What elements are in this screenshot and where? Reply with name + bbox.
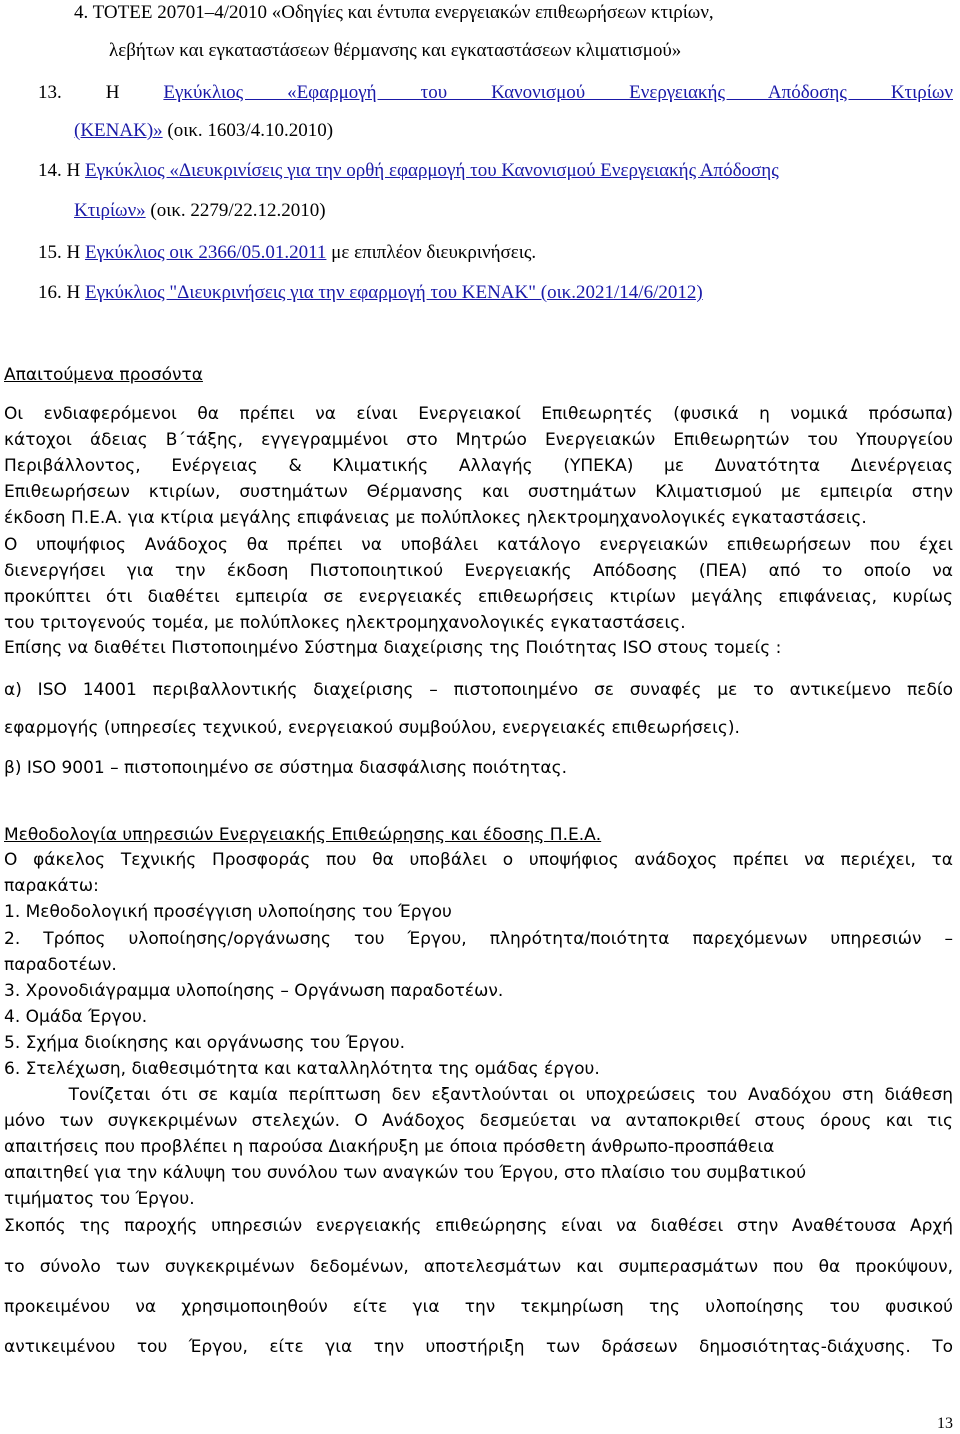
iso-9001: β) ISO 9001 – πιστοποιημένο σε σύστημα διασφάλισης ποιότητας.: [4, 758, 568, 778]
purpose-line2: το σύνολο των συγκεκριμένων δεδομένων, αποτελεσμάτων και συμπερασμάτων που θα προκύψουν,: [4, 1257, 953, 1277]
qualifications-p2-line1: Ο υποψήφιος Ανάδοχος θα πρέπει να υποβάλει κατάλογο ενεργειακών επιθεωρήσεων που έχει: [4, 535, 953, 555]
methodology-note-line3: απαιτήσεις που προβλέπει η παρούσα Διακήρυξη με όποια πρόσθετη άνθρωπο-προσπάθεια: [4, 1137, 775, 1157]
list-item-14-line2: Κτιρίων» (οικ. 2279/22.12.2010): [74, 200, 326, 221]
circular-14-link-cont[interactable]: Κτιρίων»: [74, 200, 146, 221]
methodology-item: 4. Ομάδα Έργου.: [4, 1007, 148, 1027]
qualifications-p1-line1: Οι ενδιαφερόμενοι θα πρέπει να είναι Ενεργειακοί Επιθεωρητές (φυσικά η νομικά πρόσωπα): [4, 404, 953, 424]
qualifications-p1-line5: έκδοση Π.Ε.Α. για κτίρια μεγάλης επιφάνειας με πολύπλοκες ηλεκτρομηχανολογικές εγκαταστάσεις.: [4, 508, 867, 528]
purpose-line1: Σκοπός της παροχής υπηρεσιών ενεργειακής επιθεώρησης είναι να διαθέσει στην Αναθέτουσα Αρχή: [4, 1216, 953, 1236]
methodology-intro-line2: παρακάτω:: [4, 876, 99, 896]
list-item-4-line2: λεβήτων και εγκαταστάσεων θέρμανσης και εγκαταστάσεων κλιματισμού»: [109, 40, 682, 61]
qualifications-p3: Επίσης να διαθέτει Πιστοποιημένο Σύστημα διαχείρισης της Ποιότητας ISO στους τομείς :: [4, 638, 782, 658]
list-item-15: 15. Η Εγκύκλιος οικ 2366/05.01.2011 με επιπλέον διευκρινήσεις.: [38, 242, 537, 263]
circular-15-link[interactable]: Εγκύκλιος οικ 2366/05.01.2011: [84, 242, 327, 263]
circular-13-link[interactable]: Εγκύκλιος «Εφαρμογή του Κανονισμού Ενεργειακής Απόδοσης Κτιρίων: [163, 82, 953, 103]
circular-14-link[interactable]: Εγκύκλιος «Διευκρινίσεις για την ορθή εφαρμογή του Κανονισμού Ενεργειακής Απόδοσης: [84, 160, 779, 181]
methodology-item: 3. Χρονοδιάγραμμα υλοποίησης – Οργάνωση παραδοτέων.: [4, 981, 504, 1001]
iso-14001-line2: εφαρμογής (υπηρεσίες τεχνικού, ενεργειακού συμβούλου, ενεργειακές επιθεωρήσεις).: [4, 718, 740, 738]
qualifications-p1-line3: Περιβάλλοντος, Ενέργειας & Κλιματικής Αλλαγής (ΥΠΕΚΑ) με Δυνατότητα Διενέργειας: [4, 456, 953, 476]
list-item-13: 13. Η Εγκύκλιος «Εφαρμογή του Κανονισμού Ενεργειακής Απόδοσης Κτιρίων: [38, 82, 953, 103]
purpose-line4: αντικειμένου του Έργου, είτε για την υποστήριξη των δράσεων δημοσιότητας-διάχυσης. Το: [4, 1337, 953, 1357]
methodology-heading: Μεθοδολογία υπηρεσιών Ενεργειακής Επιθεώρησης και έδοσης Π.Ε.Α.: [4, 825, 602, 845]
qualifications-p2-line3: προκύπτει ότι διαθέτει εμπειρία σε ενεργειακές επιθεωρήσεις κτιρίων μεγάλης επιφάνειας, κυρίως: [4, 587, 953, 607]
list-item-13-line2: (ΚΕΝΑΚ)» (οικ. 1603/4.10.2010): [74, 120, 334, 141]
methodology-intro-line1: Ο φάκελος Τεχνικής Προσφοράς που θα υποβάλει ο υποψήφιος ανάδοχος πρέπει να περιέχει, τα: [4, 850, 953, 870]
page-number: 13: [937, 1415, 953, 1432]
methodology-note-line4: απαιτηθεί για την κάλυψη του συνόλου των αναγκών του Έργου, στο πλαίσιο του συμβατικού: [4, 1163, 807, 1183]
list-item-4-line1: 4. ΤΟΤΕΕ 20701–4/2010 «Οδηγίες και έντυπα ενεργειακών επιθεωρήσεων κτιρίων,: [74, 2, 714, 23]
methodology-item: 2. Τρόπος υλοποίησης/οργάνωσης του Έργου, πληρότητα/ποιότητα παρεχόμενων υπηρεσιών –: [4, 929, 953, 949]
purpose-line3: προκειμένου να χρησιμοποιηθούν είτε για την τεκμηρίωση της υλοποίησης του φυσικού: [4, 1297, 953, 1317]
qualifications-p1-line2: κάτοχοι άδειας Β΄τάξης, εγγεγραμμένοι στο Μητρώο Ενεργειακών Επιθεωρητών του Υπουργείου: [4, 430, 953, 450]
qualifications-p2-line2: διενεργήσει για την έκδοση Πιστοποιητικού Ενεργειακής Απόδοσης (ΠΕΑ) από το οποίο να: [4, 561, 953, 581]
methodology-note-line1: Τονίζεται ότι σε καμία περίπτωση δεν εξαντλούνται οι υποχρεώσεις του Αναδόχου στη διάθεση: [4, 1085, 953, 1105]
circular-13-link-cont[interactable]: (ΚΕΝΑΚ)»: [74, 120, 163, 141]
qualifications-heading: Απαιτούμενα προσόντα: [4, 365, 203, 385]
methodology-item: παραδοτέων.: [4, 955, 117, 975]
qualifications-p1-line4: Επιθεωρήσεων κτιρίων, συστημάτων Θέρμανσης και συστημάτων Κλιματισμού με εμπειρία στην: [4, 482, 953, 502]
list-item-14: 14. Η Εγκύκλιος «Διευκρινίσεις για την ορθή εφαρμογή του Κανονισμού Ενεργειακής Απόδοσης: [38, 160, 779, 181]
methodology-item: 5. Σχήμα διοίκησης και οργάνωσης του Έργου.: [4, 1033, 405, 1053]
iso-14001-line1: α) ISO 14001 περιβαλλοντικής διαχείρισης – πιστοποιημένο σε συναφές με το αντικείμενο πεδίο: [4, 680, 953, 700]
circular-16-link[interactable]: Εγκύκλιος "Διευκρινήσεις για την εφαρμογή του ΚΕΝΑΚ" (οικ.2021/14/6/2012): [84, 282, 703, 303]
qualifications-p2-line4: του τριτογενούς τομέα, με πολύπλοκες ηλεκτρομηχανολογικές εγκαταστάσεις.: [4, 613, 686, 633]
methodology-note-line5: τιμήματος του Έργου.: [4, 1189, 195, 1209]
methodology-note-line2: μόνο των συγκεκριμένων στελεχών. Ο Ανάδοχος δεσμεύεται να ανταποκριθεί στους όρους και τις: [4, 1111, 953, 1131]
methodology-item: 6. Στελέχωση, διαθεσιμότητα και καταλληλότητα της ομάδας έργου.: [4, 1059, 600, 1079]
list-item-16: 16. Η Εγκύκλιος "Διευκρινήσεις για την εφαρμογή του ΚΕΝΑΚ" (οικ.2021/14/6/2012): [38, 282, 703, 303]
methodology-item: 1. Μεθοδολογική προσέγγιση υλοποίησης του Έργου: [4, 902, 452, 922]
